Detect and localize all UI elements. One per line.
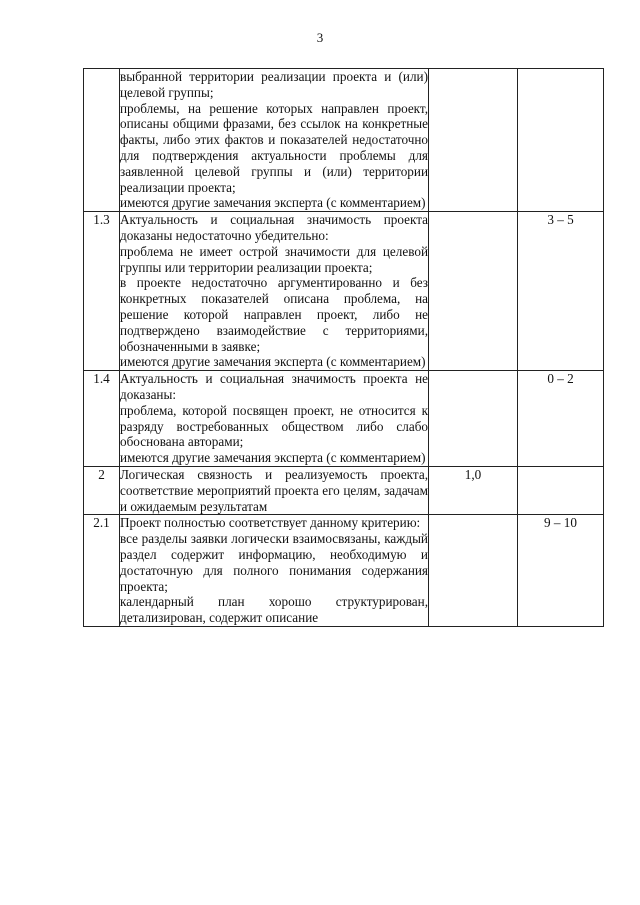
criterion-paragraph: Логическая связность и реализуемость проекта, соответствие мероприятий проекта его целям, задачам и ожидаемым результатам bbox=[120, 466, 428, 514]
criterion-number: 1.3 bbox=[84, 212, 120, 371]
criteria-row bbox=[84, 466, 604, 514]
criterion-number: 2 bbox=[84, 466, 120, 514]
criteria-row bbox=[84, 371, 604, 467]
criterion-score-range: 3 – 5 bbox=[518, 212, 604, 371]
criterion-description bbox=[120, 515, 429, 627]
criterion-paragraph: Актуальность и социальная значимость проекта доказаны недостаточно убедительно: bbox=[120, 212, 428, 243]
criterion-paragraph: имеются другие замечания эксперта (с комментарием) bbox=[120, 354, 426, 370]
criterion-number: 2.1 bbox=[84, 515, 120, 627]
criterion-paragraph: проблемы, на решение которых направлен проект, описаны общими фразами, без ссылок на конкретные факты, либо этих фактов и показателей недостаточно для подтверждения актуальности проблемы для заявленной целевой группы и (или) территории реализации проекта; bbox=[120, 100, 428, 195]
criterion-paragraph: Проект полностью соответствует данному критерию: bbox=[120, 515, 421, 531]
criteria-table bbox=[83, 68, 604, 627]
criterion-score-range: 0 – 2 bbox=[518, 371, 604, 467]
criterion-weight bbox=[429, 515, 518, 627]
criterion-weight bbox=[429, 371, 518, 467]
criterion-score-range bbox=[518, 69, 604, 212]
criterion-description bbox=[120, 466, 429, 514]
criterion-description bbox=[120, 212, 429, 371]
criterion-number bbox=[84, 69, 120, 212]
criteria-row bbox=[84, 69, 604, 212]
criterion-paragraph: проблема, которой посвящен проект, не относится к разряду востребованных обществом либо слабо обоснована авторами; bbox=[120, 402, 428, 450]
criterion-paragraph: календарный план хорошо структурирован, детализирован, содержит описание bbox=[120, 594, 428, 626]
criterion-paragraph: Актуальность и социальная значимость проекта не доказаны: bbox=[120, 371, 428, 402]
criterion-weight: 1,0 bbox=[429, 466, 518, 514]
criterion-score-range: 9 – 10 bbox=[518, 515, 604, 627]
criterion-paragraph: в проекте недостаточно аргументированно и без конкретных показателей описана проблема, на решение которой направлен проект, либо не подтверждено взаимодействие с территориями, обозначенными в заявке; bbox=[120, 275, 428, 354]
criterion-description bbox=[120, 371, 429, 467]
criteria-table-body bbox=[84, 69, 604, 627]
criterion-paragraph: проблема не имеет острой значимости для целевой группы или территории реализации проекта; bbox=[120, 243, 428, 275]
criteria-row bbox=[84, 212, 604, 371]
criteria-row bbox=[84, 515, 604, 627]
criterion-weight bbox=[429, 212, 518, 371]
criterion-paragraph: имеются другие замечания эксперта (с комментарием) bbox=[120, 450, 426, 466]
page-number: 3 bbox=[316, 30, 324, 45]
criterion-score-range bbox=[518, 466, 604, 514]
criterion-description bbox=[120, 69, 429, 212]
criterion-weight bbox=[429, 69, 518, 212]
criterion-paragraph: все разделы заявки логически взаимосвязаны, каждый раздел содержит информацию, необходимую и достаточную для полного понимания содержания проекта; bbox=[120, 531, 428, 594]
criterion-paragraph: имеются другие замечания эксперта (с комментарием) bbox=[120, 195, 426, 211]
criterion-paragraph: выбранной территории реализации проекта и (или) целевой группы; bbox=[120, 69, 428, 100]
criterion-number: 1.4 bbox=[84, 371, 120, 467]
